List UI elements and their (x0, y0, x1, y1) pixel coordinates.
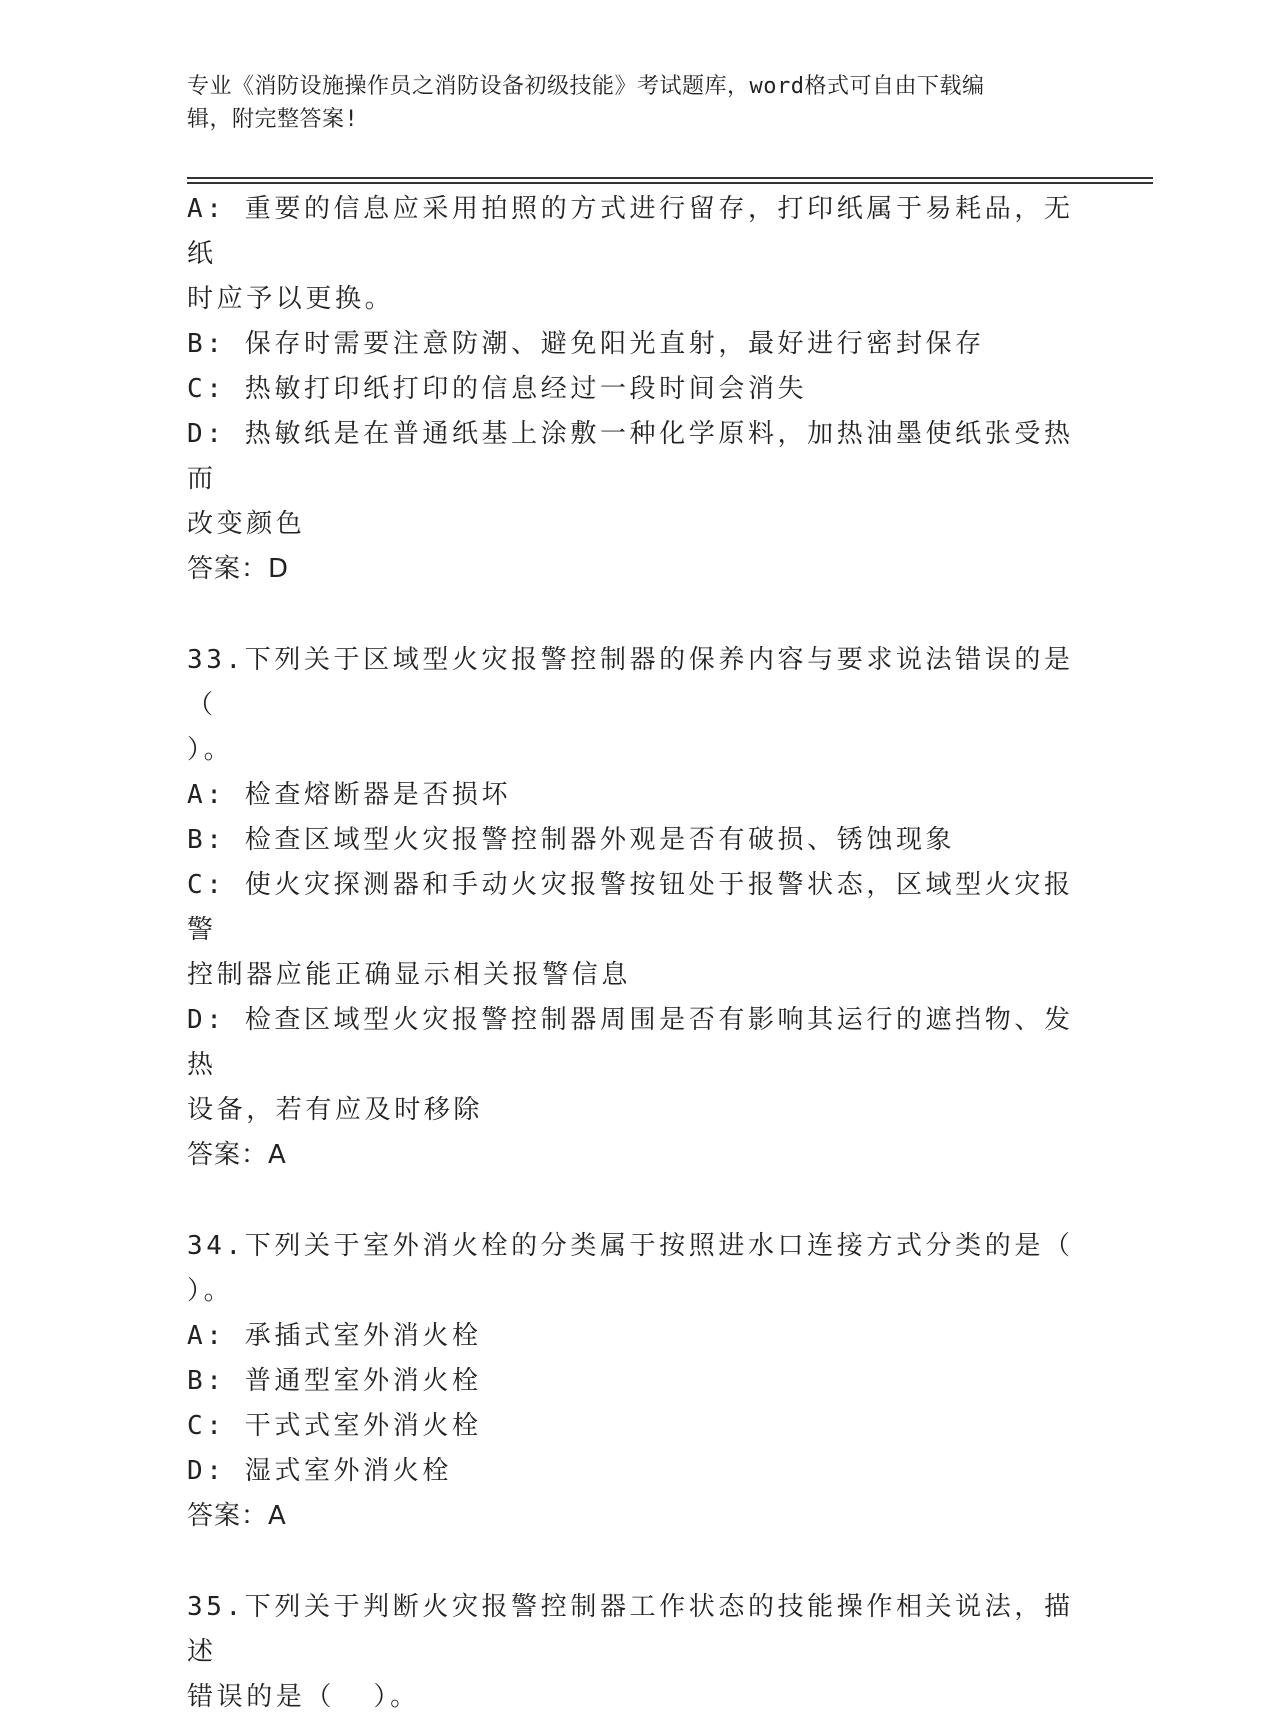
option-d-line-2: 设备，若有应及时移除 (187, 1095, 484, 1125)
question-block-32 (187, 187, 1087, 592)
question-stem-line-1: 34.下列关于室外消火栓的分类属于按照进水口连接方式分类的是（ (187, 1231, 1074, 1261)
question-block-35 (187, 1585, 1087, 1720)
question-block-34 (187, 1224, 1087, 1539)
page-header (187, 70, 1067, 136)
question-stem-line-1: 33.下列关于区域型火灾报警控制器的保养内容与要求说法错误的是（ (187, 645, 1074, 720)
option-c-line-2: 控制器应能正确显示相关报警信息 (187, 960, 632, 990)
option-d-line-1: D: 热敏纸是在普通纸基上涂敷一种化学原料，加热油墨使纸张受热而 (187, 419, 1074, 494)
option-b: B: 检查区域型火灾报警控制器外观是否有破损、锈蚀现象 (187, 825, 956, 855)
header-line-2: 辑，附完整答案! (187, 107, 359, 132)
option-b: B: 保存时需要注意防潮、避免阳光直射，最好进行密封保存 (187, 329, 985, 359)
option-c: C: 干式式室外消火栓 (187, 1411, 482, 1441)
question-stem-line-2: 错误的是（ ）。 (187, 1682, 420, 1712)
option-a: A: 承插式室外消火栓 (187, 1321, 482, 1351)
question-content (187, 187, 1087, 1720)
option-c: C: 热敏打印纸打印的信息经过一段时间会消失 (187, 374, 808, 404)
header-line-1: 专业《消防设施操作员之消防设备初级技能》考试题库，word格式可自由下载编 (187, 74, 985, 99)
option-c-line-1: C: 使火灾探测器和手动火灾报警按钮处于报警状态，区域型火灾报警 (187, 870, 1074, 945)
option-b: B: 普通型室外消火栓 (187, 1366, 482, 1396)
option-d: D: 湿式室外消火栓 (187, 1456, 452, 1486)
option-a: A: 检查熔断器是否损坏 (187, 780, 512, 810)
question-stem-line-2: ）。 (187, 735, 234, 765)
answer: 答案：D (187, 554, 290, 584)
question-block-33 (187, 638, 1087, 1178)
question-stem-line-2: ）。 (187, 1276, 234, 1306)
header-rule-top (187, 177, 1153, 179)
option-d-line-1: D: 检查区域型火灾报警控制器周围是否有影响其运行的遮挡物、发热 (187, 1005, 1074, 1080)
answer: 答案：A (187, 1140, 287, 1170)
question-stem-line-1: 35.下列关于判断火灾报警控制器工作状态的技能操作相关说法，描述 (187, 1592, 1074, 1667)
option-d-line-2: 改变颜色 (187, 509, 306, 539)
answer: 答案：A (187, 1501, 287, 1531)
option-a-line-2: 时应予以更换。 (187, 284, 395, 314)
option-a-line-1: A: 重要的信息应采用拍照的方式进行留存，打印纸属于易耗品，无纸 (187, 194, 1074, 269)
header-rule-bottom (187, 182, 1153, 184)
